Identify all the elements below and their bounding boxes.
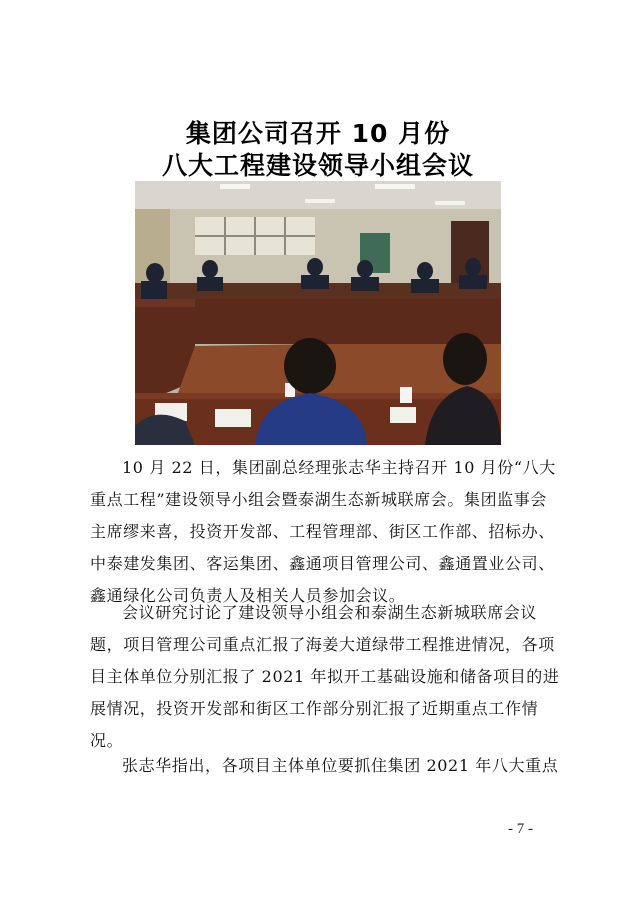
text-line: 主席缪来喜，投资开发部、工程管理部、街区工作部、招标办、: [90, 522, 555, 541]
text-line: 中泰建发集团、客运集团、鑫通项目管理公司、鑫通置业公司、: [90, 554, 555, 573]
page-number: - 7 -: [508, 821, 533, 837]
meeting-room-photo: [135, 181, 501, 445]
paragraph-1: [90, 452, 556, 612]
document-title-line-1: 集团公司召开 10 月份: [185, 119, 451, 148]
paragraph-2: [90, 597, 560, 757]
text-line: 10 月 22 日，集团副总经理张志华主持召开 10 月份“八大: [122, 458, 556, 477]
text-line: 鑫通绿化公司负责人及相关人员参加会议。: [90, 586, 406, 605]
text-line: 况。: [90, 731, 124, 750]
text-line: 重点工程”建设领导小组会暨泰湖生态新城联席会。集团监事会: [90, 490, 547, 509]
text-line: 会议研究讨论了建设领导小组会和泰湖生态新城联席会议: [122, 603, 538, 622]
text-line: 题，项目管理公司重点汇报了海姜大道绿带工程推进情况，各项: [90, 635, 555, 654]
text-line: 张志华指出，各项目主体单位要抓住集团 2021 年八大重点: [122, 756, 559, 775]
text-line: 展情况，投资开发部和街区工作部分别汇报了近期重点工作情: [90, 699, 539, 718]
document-title-line-2: 八大工程建设领导小组会议: [161, 151, 474, 180]
text-line: 目主体单位分别汇报了 2021 年拟开工基础设施和储备项目的进: [90, 667, 560, 686]
paragraph-3: [90, 750, 559, 782]
